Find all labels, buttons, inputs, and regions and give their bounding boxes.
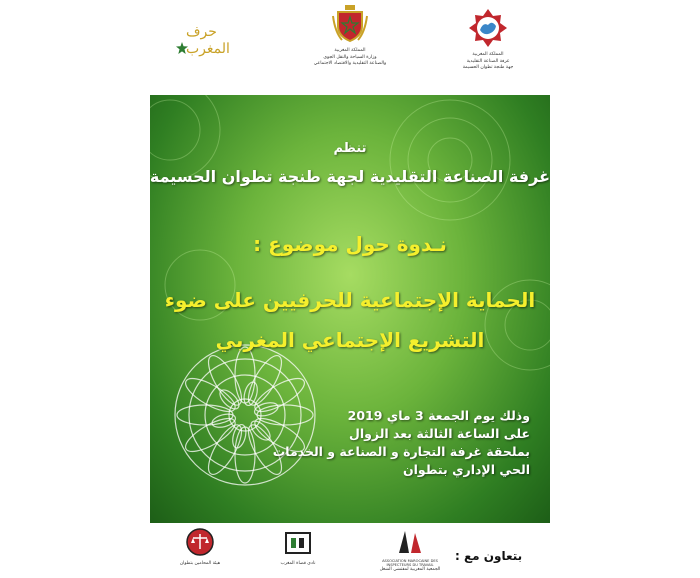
event-district: الحي الإداري بتطوان <box>402 462 530 477</box>
partner-judges-club <box>268 527 328 566</box>
partner-labor-inspectors <box>375 527 445 572</box>
partner-caption: هيئة المحامين بتطوان <box>179 561 221 566</box>
green-star-icon <box>176 42 188 54</box>
collaboration-label: بتعاون مع : <box>455 549 523 563</box>
poster-main-panel <box>150 95 550 523</box>
judges-club-logo-icon <box>283 527 313 557</box>
chamber-logo <box>432 8 544 72</box>
partner-caption: نادي قضاة المغرب <box>280 561 316 566</box>
ministry-logo <box>290 4 410 68</box>
topic-line-2: التشريع الإجتماعي المغربي <box>215 328 485 352</box>
event-time: على الساعة الثالثة بعد الزوال <box>349 426 530 441</box>
seminar-heading: نـدوة حول موضوع : <box>253 232 447 256</box>
brand-top-word: حرف <box>186 24 217 40</box>
partner-bar-association <box>170 527 230 566</box>
organizes-label: تنظم <box>333 141 367 156</box>
royal-coat-of-arms-icon <box>332 4 368 44</box>
partner-badge: ASSOCIATION MAROCAINE DES INSPECTEURS DU TRAVAIL <box>382 559 438 567</box>
scales-of-justice-icon <box>185 527 215 557</box>
brand-bottom-word: المغرب <box>186 41 230 57</box>
labor-inspectors-logo-icon <box>395 527 425 555</box>
hiraf-brand-logo <box>158 14 258 62</box>
poster-header <box>150 0 550 95</box>
partner-caption: الجمعية المغربية لمفتشي الشغل <box>379 567 441 572</box>
poster-footer <box>150 523 550 578</box>
topic-line-1: الحماية الإجتماعية للحرفيين على ضوء <box>164 288 536 312</box>
event-venue: بملحقة غرفة التجارة و الصناعة و الخدمات <box>272 444 530 459</box>
seminar-poster <box>150 0 550 578</box>
chamber-emblem-icon <box>468 8 508 48</box>
brand-wordmark <box>158 14 258 62</box>
ministry-caption: المملكة المغربية وزارة السياحة والنقل الجوي والصناعة التقليدية والاقتصاد الاجتماعي <box>313 48 387 66</box>
event-date: وذلك يوم الجمعة 3 ماي 2019 <box>347 408 530 423</box>
chamber-caption: المملكة المغربية غرفة الصناعة التقليدية جهة طنجة تطوان الحسيمة <box>462 52 514 70</box>
organizer-name: غرفة الصناعة التقليدية لجهة طنجة تطوان الحسيمة <box>150 167 550 186</box>
